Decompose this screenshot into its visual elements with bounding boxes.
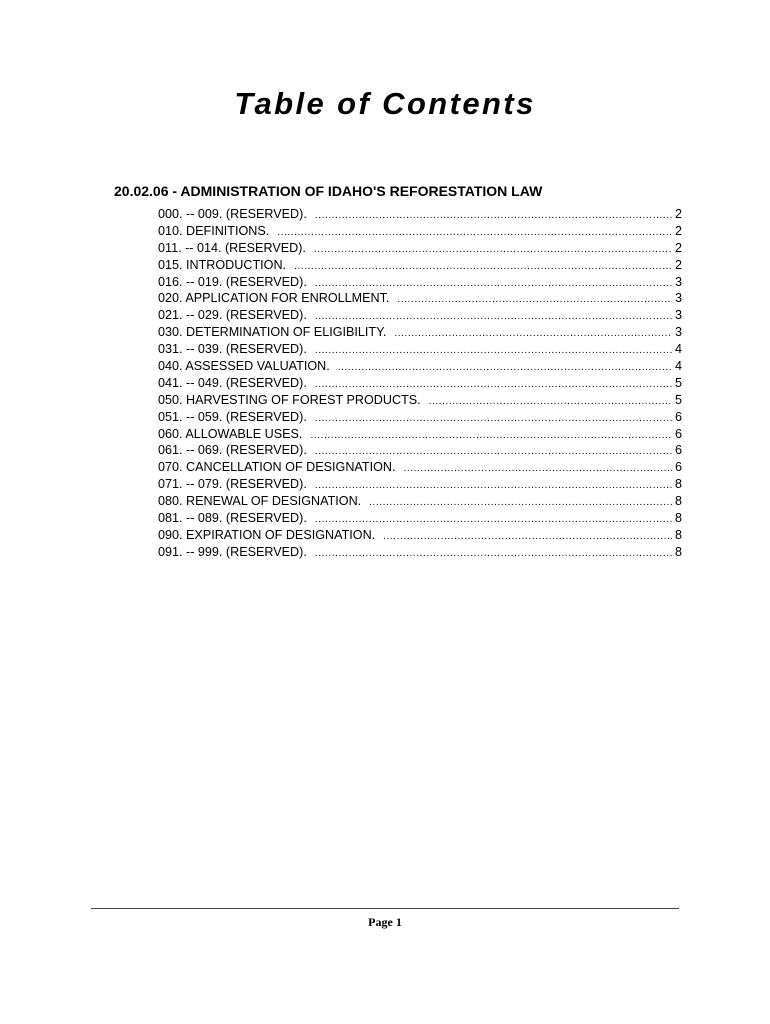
toc-entry[interactable]	[158, 240, 682, 257]
toc-entry-label: 060. ALLOWABLE USES.	[158, 426, 303, 441]
toc-entry-label: 070. CANCELLATION OF DESIGNATION.	[158, 460, 396, 475]
dot-leader	[314, 242, 672, 259]
toc-entry-label: 030. DETERMINATION OF ELIGIBILITY.	[158, 325, 387, 340]
dot-leader	[315, 343, 672, 360]
toc-entry-label: 020. APPLICATION FOR ENROLLMENT.	[158, 291, 390, 306]
dot-leader	[315, 208, 672, 225]
dot-leader	[403, 461, 672, 478]
toc-entry-page: 4	[674, 342, 682, 357]
toc-entry-page: 8	[674, 477, 682, 492]
toc-entry[interactable]	[158, 341, 682, 358]
toc-entry[interactable]	[158, 223, 682, 240]
toc-entry-label: 010. DEFINITIONS.	[158, 223, 270, 238]
dot-leader	[338, 360, 672, 377]
toc-entry[interactable]	[158, 206, 682, 223]
toc-entry[interactable]	[158, 442, 682, 459]
toc-entry[interactable]	[158, 392, 682, 409]
dot-leader	[429, 394, 672, 411]
toc-entry[interactable]	[158, 510, 682, 527]
toc-entry[interactable]	[158, 358, 682, 375]
toc-entry-label: 041. -- 049. (RESERVED).	[158, 375, 307, 390]
toc-entry-label: 071. -- 079. (RESERVED).	[158, 477, 307, 492]
toc-entry[interactable]	[158, 290, 682, 307]
section-heading: 20.02.06 - ADMINISTRATION OF IDAHO'S REFORESTATION LAW	[114, 183, 543, 199]
dot-leader	[397, 292, 672, 309]
toc-entry-label: 000. -- 009. (RESERVED).	[158, 207, 307, 221]
toc-entry-label: 021. -- 029. (RESERVED).	[158, 308, 307, 323]
toc-entry-page: 2	[674, 240, 682, 255]
footer-divider	[91, 908, 679, 909]
toc-entry-page: 6	[674, 426, 682, 441]
toc-entry-page: 8	[674, 544, 682, 559]
toc-entry[interactable]	[158, 544, 682, 561]
toc-entry-label: 015. INTRODUCTION.	[158, 257, 287, 272]
dot-leader	[315, 546, 672, 563]
dot-leader	[310, 428, 672, 445]
dot-leader	[383, 529, 672, 546]
toc-entry-page: 8	[674, 494, 682, 509]
toc-entry-label: 011. -- 014. (RESERVED).	[158, 240, 306, 255]
toc-entry-page: 2	[674, 257, 682, 272]
toc-entry-page: 3	[674, 308, 682, 323]
toc-entry-label: 040. ASSESSED VALUATION.	[158, 359, 330, 374]
toc-entry-page: 2	[674, 207, 682, 221]
toc-entry-page: 5	[674, 392, 682, 407]
toc-entry-label: 061. -- 069. (RESERVED).	[158, 443, 307, 458]
toc-entry[interactable]	[158, 307, 682, 324]
toc-entry-label: 081. -- 089. (RESERVED).	[158, 511, 307, 526]
footer-page-number: Page 1	[368, 915, 402, 929]
toc-entry-page: 2	[674, 223, 682, 238]
toc-entry[interactable]	[158, 493, 682, 510]
toc-entry[interactable]	[158, 409, 682, 426]
toc-entry[interactable]	[158, 527, 682, 544]
toc-entry[interactable]	[158, 324, 682, 341]
dot-leader	[294, 259, 672, 276]
toc-entry-page: 8	[674, 511, 682, 526]
dot-leader	[394, 326, 672, 343]
toc-entry-page: 3	[674, 274, 682, 289]
toc-entry-label: 050. HARVESTING OF FOREST PRODUCTS.	[158, 392, 421, 407]
page-title: Table of Contents	[234, 86, 536, 121]
toc-entry[interactable]	[158, 274, 682, 291]
toc-entry-page: 6	[674, 460, 682, 475]
dot-leader	[277, 225, 672, 242]
toc-entry[interactable]	[158, 476, 682, 493]
toc-entry-label: 016. -- 019. (RESERVED).	[158, 274, 307, 289]
toc-entry-label: 090. EXPIRATION OF DESIGNATION.	[158, 527, 376, 542]
toc-entry-page: 6	[674, 443, 682, 458]
toc-entry-label: 080. RENEWAL OF DESIGNATION.	[158, 494, 362, 509]
toc-entry-page: 3	[674, 325, 682, 340]
toc-entry[interactable]	[158, 459, 682, 476]
toc-entry[interactable]	[158, 257, 682, 274]
toc-entry-page: 6	[674, 409, 682, 424]
toc-entry-page: 5	[674, 375, 682, 390]
toc-entry-page: 8	[674, 527, 682, 542]
dot-leader	[369, 495, 672, 512]
toc-entry-label: 031. -- 039. (RESERVED).	[158, 342, 307, 357]
toc-list	[158, 206, 682, 561]
toc-entry-label: 091. -- 999. (RESERVED).	[158, 544, 307, 559]
toc-entry-page: 4	[674, 359, 682, 374]
toc-entry-label: 051. -- 059. (RESERVED).	[158, 409, 307, 424]
toc-entry[interactable]	[158, 375, 682, 392]
toc-entry-page: 3	[674, 291, 682, 306]
dot-leader	[315, 411, 672, 428]
toc-entry[interactable]	[158, 426, 682, 443]
